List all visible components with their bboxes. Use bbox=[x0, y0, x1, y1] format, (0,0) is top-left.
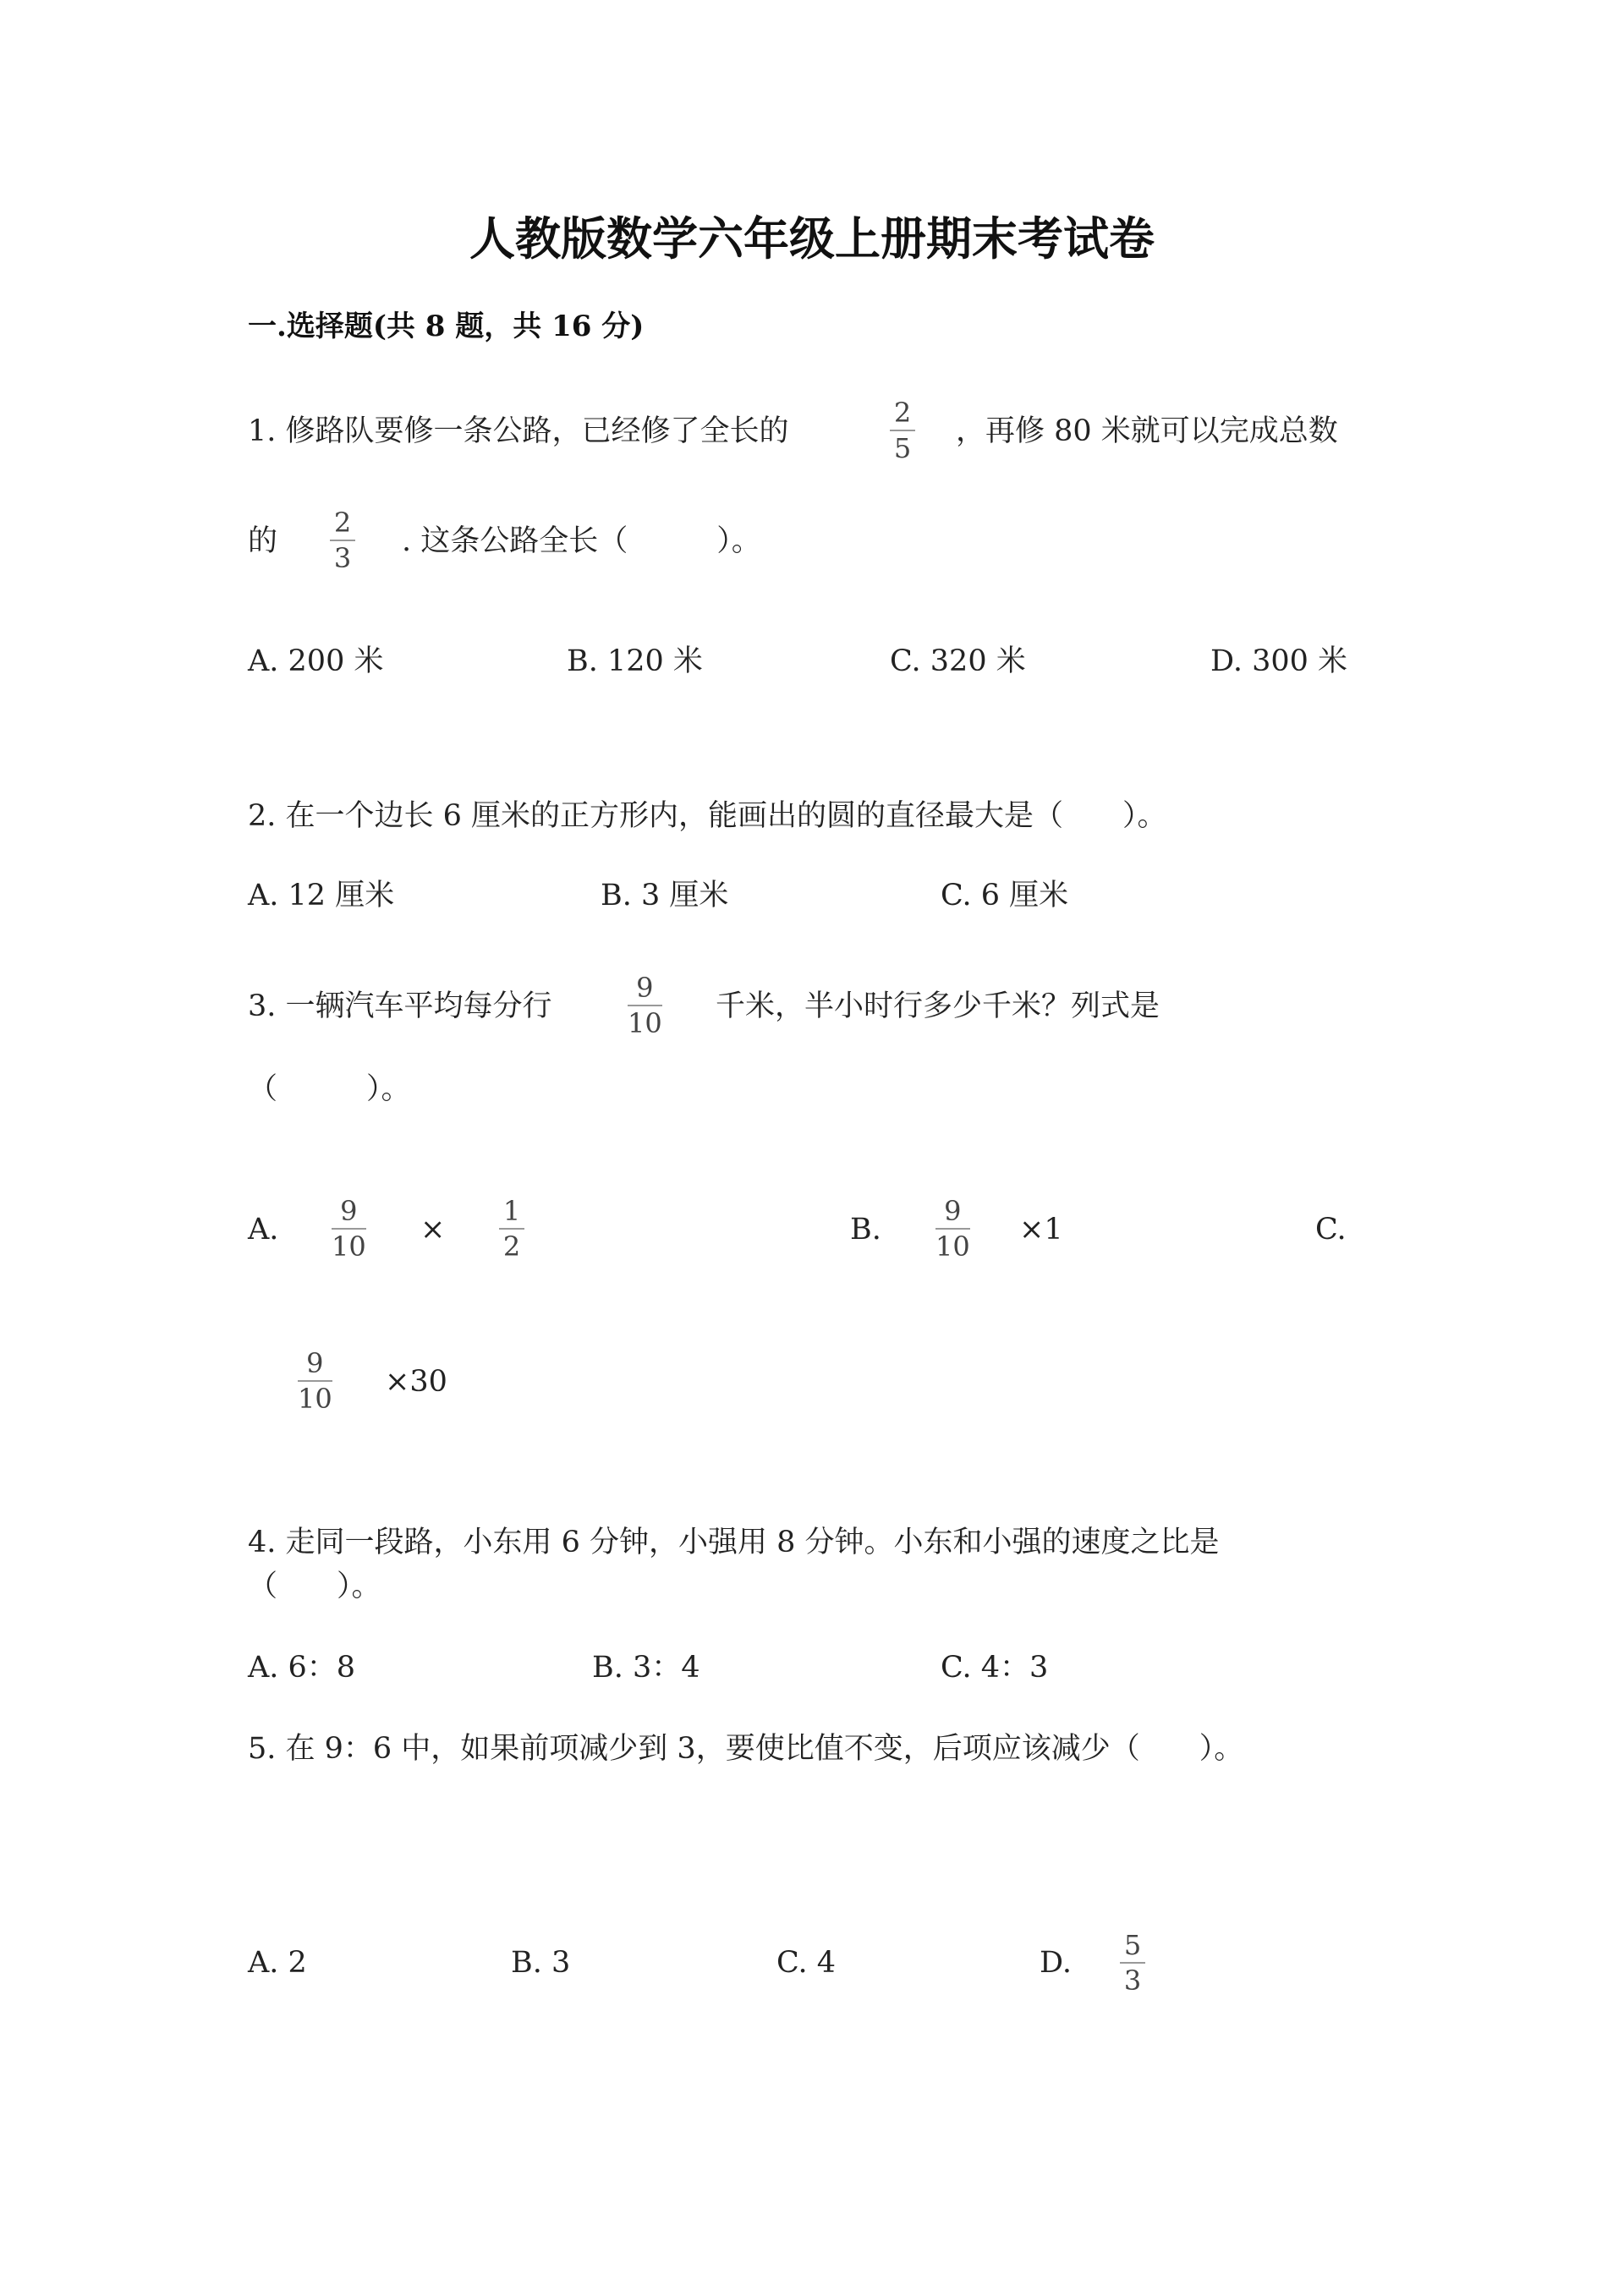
option-c: C. 320 米 bbox=[890, 644, 1026, 678]
denominator: 3 bbox=[1123, 1964, 1142, 1997]
option-b: B. 3：4 bbox=[592, 1651, 700, 1685]
q1-text: ，再修 80 米就可以完成总数 bbox=[956, 414, 1338, 448]
numerator: 9 bbox=[340, 1195, 358, 1227]
option-b: B. 120 米 bbox=[567, 644, 703, 678]
denominator: 10 bbox=[628, 1007, 662, 1039]
fraction bbox=[628, 973, 662, 1038]
q3-text: 3. 一辆汽车平均每分行 bbox=[248, 989, 552, 1023]
fraction bbox=[332, 1196, 366, 1262]
denominator: 2 bbox=[502, 1230, 521, 1263]
denominator: 10 bbox=[935, 1230, 970, 1263]
denominator: 10 bbox=[298, 1383, 332, 1415]
fraction bbox=[298, 1348, 332, 1414]
fraction bbox=[1120, 1930, 1145, 1996]
option-a: A. 2 bbox=[248, 1946, 307, 1980]
option-b-label: B. bbox=[850, 1213, 881, 1247]
option-c-tail: ×30 bbox=[385, 1365, 447, 1399]
fraction bbox=[499, 1196, 524, 1262]
numerator: 5 bbox=[1123, 1929, 1142, 1961]
denominator: 3 bbox=[333, 542, 352, 574]
numerator: 9 bbox=[636, 972, 654, 1004]
option-a: A. 6：8 bbox=[248, 1651, 356, 1685]
numerator: 2 bbox=[333, 507, 352, 539]
option-c: C. 4：3 bbox=[941, 1651, 1049, 1685]
numerator: 9 bbox=[944, 1195, 962, 1227]
option-a: A. 12 厘米 bbox=[248, 879, 395, 912]
fraction bbox=[330, 507, 355, 573]
q5-text: 5. 在 9：6 中，如果前项减少到 3，要使比值不变，后项应该减少（ ）。 bbox=[248, 1732, 1244, 1766]
q1-text: . 这条公路全长（ ）。 bbox=[402, 524, 761, 558]
option-d: D. bbox=[1040, 1946, 1072, 1980]
option-c: C. 4 bbox=[776, 1946, 837, 1980]
option-b-tail: ×1 bbox=[1019, 1213, 1063, 1247]
option-d: D. 300 米 bbox=[1210, 644, 1347, 678]
denominator: 5 bbox=[893, 432, 912, 464]
numerator: 9 bbox=[306, 1347, 324, 1379]
option-a-label: A. bbox=[248, 1213, 279, 1247]
numerator: 2 bbox=[893, 397, 912, 429]
q3-text: （ ）。 bbox=[248, 1072, 411, 1106]
option-a: A. 200 米 bbox=[248, 644, 384, 678]
numerator: 1 bbox=[502, 1195, 521, 1227]
option-c-label: C. bbox=[1315, 1213, 1347, 1247]
times-operator: × bbox=[420, 1213, 446, 1247]
option-c: C. 6 厘米 bbox=[941, 879, 1069, 912]
q3-text: 千米，半小时行多少千米？列式是 bbox=[716, 989, 1160, 1023]
fraction bbox=[935, 1196, 970, 1262]
q2-text: 2. 在一个边长 6 厘米的正方形内，能画出的圆的直径最大是（ ）。 bbox=[248, 799, 1167, 833]
exam-title: 人教版数学六年级上册期末考试卷 bbox=[469, 211, 1155, 266]
q1-text: 的 bbox=[248, 524, 278, 558]
q4-text: （ ）。 bbox=[248, 1570, 381, 1603]
option-b: B. 3 bbox=[511, 1946, 571, 1980]
section-heading: 一.选择题(共 8 题，共 16 分) bbox=[248, 310, 645, 343]
fraction bbox=[890, 397, 915, 463]
q1-text: 1. 修路队要修一条公路，已经修了全长的 bbox=[248, 414, 789, 448]
q4-text: 4. 走同一段路，小东用 6 分钟，小强用 8 分钟。小东和小强的速度之比是 bbox=[248, 1526, 1220, 1559]
denominator: 10 bbox=[332, 1230, 366, 1263]
option-b: B. 3 厘米 bbox=[601, 879, 729, 912]
